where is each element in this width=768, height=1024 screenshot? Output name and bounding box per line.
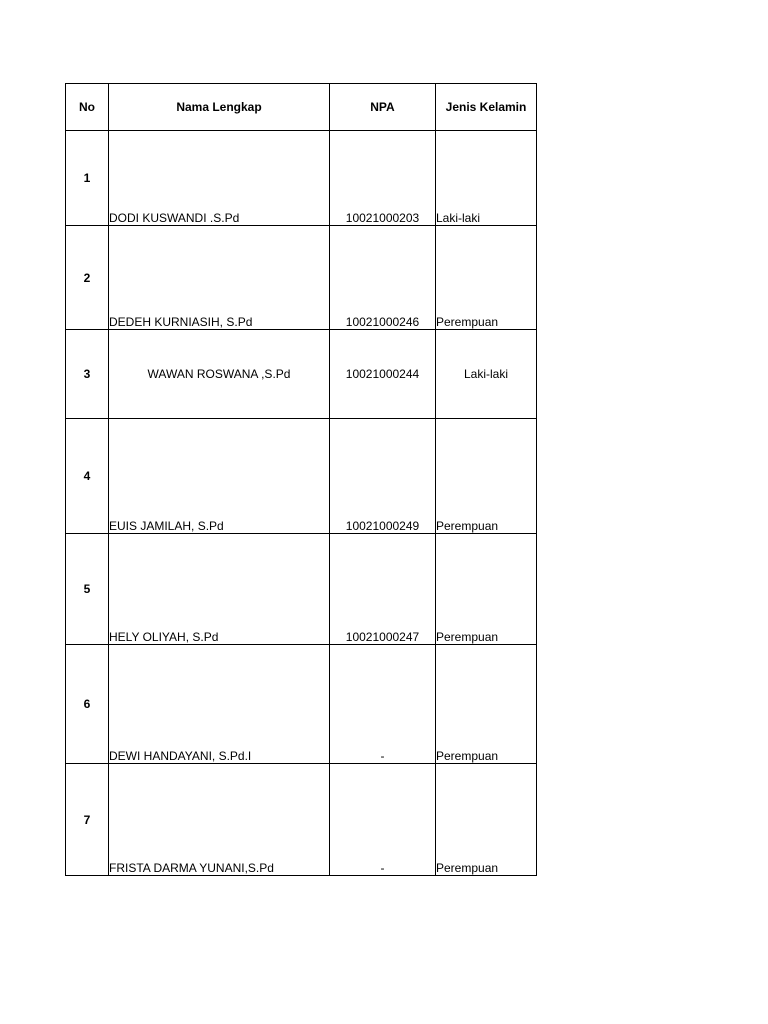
header-row — [66, 84, 537, 131]
header-gender: Jenis Kelamin — [436, 84, 537, 131]
row-name: HELY OLIYAH, S.Pd — [109, 534, 330, 645]
row-npa: - — [330, 764, 436, 876]
table-row — [66, 764, 537, 876]
row-number: 1 — [66, 131, 109, 226]
row-name: DEDEH KURNIASIH, S.Pd — [109, 226, 330, 330]
row-name: FRISTA DARMA YUNANI,S.Pd — [109, 764, 330, 876]
row-gender: Perempuan — [436, 764, 537, 876]
row-gender: Perempuan — [436, 226, 537, 330]
table-row — [66, 419, 537, 534]
row-npa: 10021000246 — [330, 226, 436, 330]
row-name: DODI KUSWANDI .S.Pd — [109, 131, 330, 226]
table-row — [66, 330, 537, 419]
row-npa: 10021000203 — [330, 131, 436, 226]
table-row — [66, 131, 537, 226]
row-npa: 10021000244 — [330, 330, 436, 419]
row-number: 5 — [66, 534, 109, 645]
row-number: 2 — [66, 226, 109, 330]
header-name: Nama Lengkap — [109, 84, 330, 131]
row-number: 4 — [66, 419, 109, 534]
row-gender: Perempuan — [436, 419, 537, 534]
row-npa: 10021000247 — [330, 534, 436, 645]
header-npa: NPA — [330, 84, 436, 131]
table-row — [66, 226, 537, 330]
header-no: No — [66, 84, 109, 131]
table-row — [66, 645, 537, 764]
row-number: 6 — [66, 645, 109, 764]
row-number: 3 — [66, 330, 109, 419]
row-name: DEWI HANDAYANI, S.Pd.I — [109, 645, 330, 764]
row-number: 7 — [66, 764, 109, 876]
row-gender: Perempuan — [436, 534, 537, 645]
row-gender: Laki-laki — [436, 131, 537, 226]
table-row — [66, 534, 537, 645]
row-npa: - — [330, 645, 436, 764]
row-npa: 10021000249 — [330, 419, 436, 534]
row-name: EUIS JAMILAH, S.Pd — [109, 419, 330, 534]
row-gender: Perempuan — [436, 645, 537, 764]
row-gender: Laki-laki — [436, 330, 537, 419]
staff-table — [65, 83, 537, 876]
row-name: WAWAN ROSWANA ,S.Pd — [109, 330, 330, 419]
